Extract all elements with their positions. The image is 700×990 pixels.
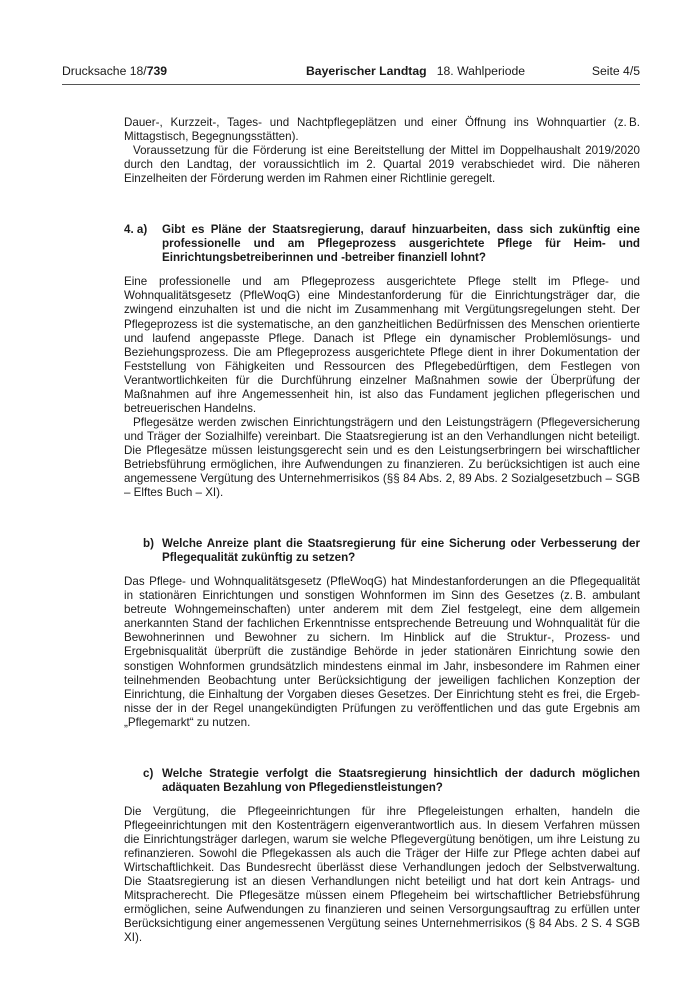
document-number: Drucksache 18/739 [62,64,168,78]
page-header [62,62,640,80]
document-body [124,116,640,945]
intro-paragraph: Dauer-, Kurzzeit-, Tages- und Nachtpflegeplätzen und einer Öffnung ins Wohnquartier (z. B. Mittagstisch, Begegnungsstätten). [124,116,640,144]
question-text: Welche Anreize plant die Staatsregierung für eine Sicherung oder Verbesserung der Pflegequalität zukünftig zu setzen? [162,537,640,565]
question-4c [124,767,640,795]
header-divider [62,84,640,85]
question-number: 4. a) [124,223,148,237]
question-4a [124,223,640,265]
question-4b [124,537,640,565]
question-number: b) [143,537,154,551]
page-number: Seite 4/5 [591,64,640,78]
question-text: Welche Strategie verfolgt die Staatsregierung hinsichtlich der dadurch möglichen adäquaten Bezahlung von Pflegedienstleistungen? [162,766,640,794]
answer-paragraph: Pflegesätze werden zwischen Einrichtungsträgern und den Leistungsträgern (Pflegeversicherung und Träger der Sozialhilfe) vereinbart. Die Staatsregierung ist an den Verhandlungen nicht beteiligt. Die Pflegesätze müssen leistungsgerecht sein und es den Leistungserbringern bei wirschaftlicher Betriebsführung ermöglichen, ihre Aufwendungen zu finanzieren. Zu berücksichtigen ist auch eine angemessene Vergütung des Unternehmerrisikos (§§ 84 Abs. 2, 89 Abs. 2 Sozialgesetzbuch – SGB – Elftes Buch – XI). [124,415,640,500]
answer-paragraph: Die Vergütung, die Pflegeeinrichtungen für ihre Pflegeleistungen erhalten, handeln die Pflegeeinrichtungen mit den Kostenträgern eigenverantwortlich aus. In diesem Verfahren müssen die Einrichtungsträger darlegen, warum sie welche Pflegevergütung benötigen, um ihre Leistung zu refinanzieren. Sowohl die Pflegekassen als auch die Träger der Hilfe zur Pflege achten dabei auf Wirtschaftlichkeit. Das Bundesrecht überlässt diese Verhandlungen jedoch der Selbstverwaltung. Die Staatsregierung ist an diesen Verhandlungen nicht beteiligt und hat dort kein Antrags- und Mitspracherecht. Die Pflegesätze müssen einem Pflegeheim bei wirtschaftlicher Betriebsführung ermöglichen, seine Aufwendungen zu finanzieren und seinen Versorgungsauftrag zu erfüllen unter Berücksichtigung einer angemessenen Vergütung seines Unternehmerrisikos (§ 84 Abs. 2 S. 4 SGB XI). [124,804,640,945]
question-text: Gibt es Pläne der Staatsregierung, darauf hinzuarbeiten, dass sich zukünftig eine professionelle und am Pflegeprozess ausgerichtete Pflege für Heim- und Einrichtungsbetreiberinnen und -betreiber finanziell lohnt? [162,223,640,265]
answer-paragraph: Eine professionelle und am Pflegeprozess ausgerichtete Pflege stellt im Pflege- und Wohnqualitätsgesetz (PfleWoqG) eine Mindestanforderung für die Einrichtungsträger dar, die zwingend einzuhalten ist und die nicht im Zusammenhang mit Vergütungsregelungen steht. Der Pflegeprozess ist die systematische, an den ganzheitlichen Bedürfnissen des Menschen orientierte und laufend angepasste Pflege. Danach ist Pflege ein dynamischer Problemlösungs- und Beziehungsprozess. Die am Pflegeprozess ausgerichtete Pflege dient in ihrer Dokumentation der Feststellung von Fähigkeiten und Ressourcen des Pflegebedürftigen, dem Festlegen von Verantwortlichkeiten für die Durchführung einzelner Maßnahmen sowie der Überprüfung der Maßnahmen auf ihre Angemessenheit hin, ist also das Fundament jeglichen pflegerischen und betreuerischen Handelns. [124,275,640,415]
question-number: c) [143,766,154,780]
header-institution: Bayerischer Landtag 18. Wahlperiode [306,64,526,78]
answer-paragraph: Das Pflege- und Wohnqualitätsgesetz (PfleWoqG) hat Mindestanforderungen an die Pflegequalität in stationären Einrichtungen und sonstigen Wohnformen im Sinn des Gesetzes (z. B. ambulant betreute Wohngemeinschaften) unter anderem mit dem Ziel festgelegt, eine dem allgemein anerkannten Stand der fachlichen Erkenntnisse entsprechende Betreuung und Wohnqualität für die Bewohnerinnen und Bewohner zu sichern. Im Hinblick auf die Struktur-, Prozess- und Ergebnisqualität überprüft die zuständige Behörde in jeder stationären Einrichtung sowie den sonstigen Wohnformen grundsätzlich mindestens einmal im Jahr, insbesondere im Rahmen einer teilnehmenden Beobachtung unter Berücksichtigung der jeweiligen fachlichen Konzeption der Einrichtung, die Einhaltung der Vorgaben dieses Gesetzes. Der Einrichtung steht es frei, die Ergebnisse der in der Regel unangekündigten Prüfungen zu veröffentlichen und das gute Ergebnis am „Pflegemarkt“ zu nutzen. [124,575,640,729]
intro-paragraph: Voraussetzung für die Förderung ist eine Bereitstellung der Mittel im Doppelhaushalt 2019/2020 durch den Landtag, der voraussichtlich im 2. Quartal 2019 verabschiedet wird. Die näheren Einzelheiten der Förderung werden im Rahmen einer Richtlinie geregelt. [124,144,640,186]
